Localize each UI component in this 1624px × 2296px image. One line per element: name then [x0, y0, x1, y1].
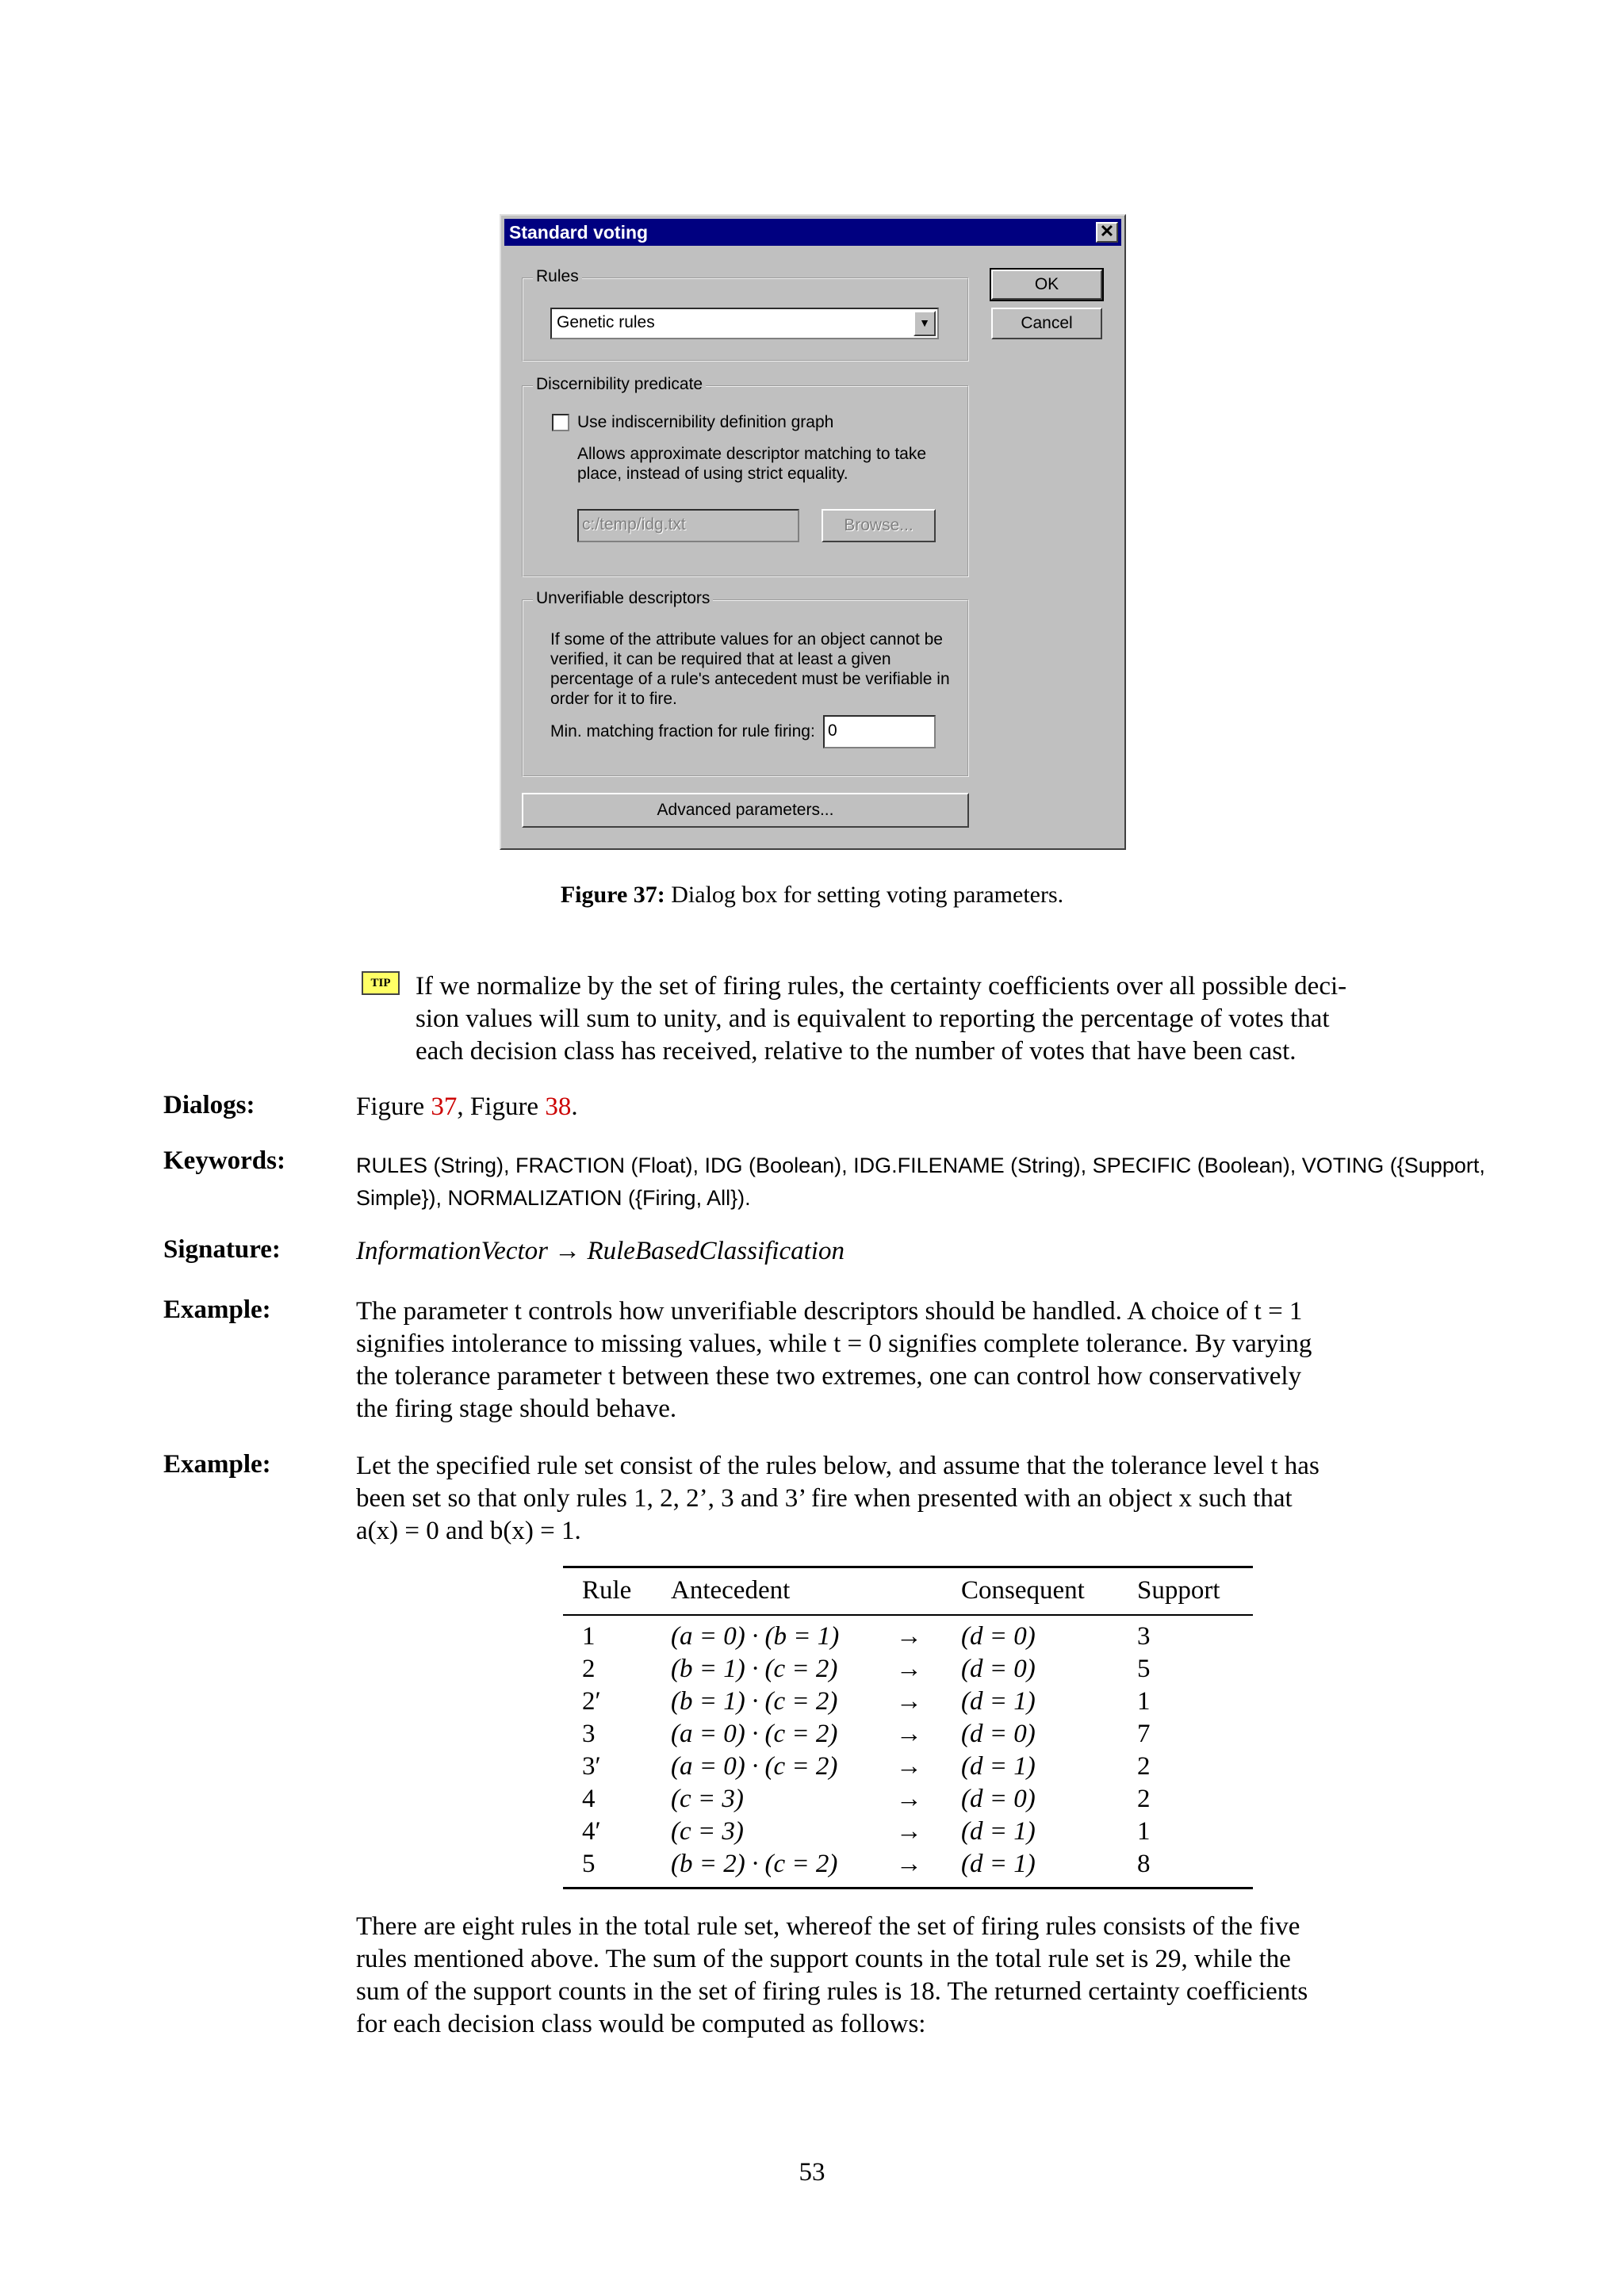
table-row	[563, 1622, 1253, 1655]
cell-consequent: (d = 0)	[961, 1622, 1036, 1651]
cell-consequent: (d = 1)	[961, 1850, 1036, 1878]
cell-antecedent: (c = 3)	[671, 1785, 744, 1813]
idg-checkbox[interactable]	[552, 414, 569, 431]
closing-line: There are eight rules in the total rule set, whereof the set of firing rules consists of the five	[356, 1912, 1300, 1941]
cell-consequent: (d = 1)	[961, 1752, 1036, 1781]
table-row	[563, 1785, 1253, 1817]
example-1-line: the tolerance parameter t between these two extremes, one can control how conservatively	[356, 1362, 1302, 1391]
cell-support: 8	[1137, 1850, 1151, 1878]
dialogs-text: , Figure	[457, 1093, 546, 1121]
dialog-title: Standard voting	[509, 222, 649, 243]
cell-antecedent: (a = 0) · (b = 1)	[671, 1622, 840, 1651]
example-2-line: been set so that only rules 1, 2, 2’, 3 and 3’ fire when presented with an object x such that	[356, 1484, 1293, 1513]
unverifiable-group-label: Unverifiable descriptors	[533, 589, 713, 608]
keywords-line: Simple}), NORMALIZATION ({Firing, All}).	[356, 1186, 751, 1210]
closing-paragraph	[356, 1911, 1464, 2041]
rules-group-label: Rules	[533, 267, 582, 286]
example-1-line: signifies intolerance to missing values, while t = 0 signifies complete tolerance. By varying	[356, 1330, 1312, 1358]
cell-rule: 3′	[582, 1752, 601, 1781]
cell-arrow: →	[896, 1622, 922, 1651]
cell-rule: 5	[582, 1850, 596, 1878]
cell-arrow: →	[896, 1817, 922, 1846]
cell-consequent: (d = 1)	[961, 1817, 1036, 1846]
standard-voting-dialog	[500, 214, 1126, 850]
cell-arrow: →	[896, 1752, 922, 1781]
rule-table	[563, 1566, 1253, 1889]
browse-button[interactable]: Browse...	[822, 509, 936, 542]
discernibility-group	[522, 375, 969, 577]
header-consequent: Consequent	[961, 1576, 1085, 1605]
example-1-line: The parameter t controls how unverifiable descriptors should be handled. A choice of t = 1	[356, 1297, 1303, 1326]
tip-line: If we normalize by the set of firing rules, the certainty coefficients over all possible deci-	[416, 972, 1347, 1001]
cell-arrow: →	[896, 1785, 922, 1813]
cell-arrow: →	[896, 1655, 922, 1683]
discernibility-group-label: Discernibility predicate	[533, 375, 706, 394]
keywords-list	[356, 1150, 1485, 1215]
idg-checkbox-label: Use indiscernibility definition graph	[577, 413, 834, 431]
cell-rule: 4′	[582, 1817, 601, 1846]
cell-antecedent: (b = 2) · (c = 2)	[671, 1850, 838, 1878]
chevron-down-icon[interactable]: ▼	[914, 311, 936, 336]
table-row	[563, 1817, 1253, 1850]
cell-antecedent: (a = 0) · (c = 2)	[671, 1720, 838, 1748]
cell-rule: 3	[582, 1720, 596, 1748]
cell-support: 2	[1137, 1785, 1151, 1813]
page-number: 53	[799, 2158, 825, 2187]
example-2-paragraph	[356, 1450, 1464, 1548]
figure-caption-text: Dialog box for setting voting parameters.	[665, 882, 1064, 908]
table-row	[563, 1752, 1253, 1785]
close-icon[interactable]: ✕	[1096, 222, 1118, 243]
dialogs-label: Dialogs:	[163, 1091, 255, 1119]
cell-support: 1	[1137, 1817, 1151, 1846]
header-rule: Rule	[582, 1576, 632, 1605]
figure-caption	[0, 882, 1624, 909]
example-1-label: Example:	[163, 1295, 271, 1324]
dialog-title-bar[interactable]	[504, 219, 1121, 246]
min-matching-input[interactable]: 0	[823, 715, 936, 748]
cell-support: 7	[1137, 1720, 1151, 1748]
cell-arrow: →	[896, 1687, 922, 1716]
cell-support: 3	[1137, 1622, 1151, 1651]
unverifiable-description-1: If some of the attribute values for an object cannot be	[550, 630, 943, 649]
example-2-line: Let the specified rule set consist of the rules below, and assume that the tolerance level t has	[356, 1452, 1320, 1480]
rules-select[interactable]	[550, 308, 939, 339]
closing-line: for each decision class would be computed as follows:	[356, 2010, 926, 2038]
cell-consequent: (d = 0)	[961, 1785, 1036, 1813]
figure-caption-label: Figure 37:	[560, 882, 665, 908]
cell-rule: 4	[582, 1785, 596, 1813]
cell-consequent: (d = 0)	[961, 1720, 1036, 1748]
tip-line: each decision class has received, relative to the number of votes that have been cast.	[416, 1037, 1297, 1066]
cell-support: 2	[1137, 1752, 1151, 1781]
dialogs-references	[356, 1091, 578, 1123]
table-row	[563, 1720, 1253, 1752]
unverifiable-description-2: verified, it can be required that at least a given	[550, 650, 891, 668]
header-antecedent: Antecedent	[671, 1576, 791, 1605]
cell-rule: 1	[582, 1622, 596, 1651]
cell-rule: 2	[582, 1655, 596, 1683]
cell-support: 1	[1137, 1687, 1151, 1716]
discernibility-description-2: place, instead of using strict equality.	[577, 465, 848, 483]
tip-badge: TIP	[362, 971, 400, 995]
tip-line: sion values will sum to unity, and is equivalent to reporting the percentage of votes that	[416, 1004, 1330, 1033]
idg-file-field[interactable]: c:/temp/idg.txt	[577, 509, 799, 542]
dialogs-text: Figure	[356, 1093, 431, 1121]
cell-arrow: →	[896, 1850, 922, 1878]
rules-group	[522, 267, 969, 362]
unverifiable-description-4: order for it to fire.	[550, 690, 677, 708]
keywords-line: RULES (String), FRACTION (Float), IDG (Boolean), IDG.FILENAME (String), SPECIFIC (Boolean), VOTING ({Support,	[356, 1154, 1485, 1177]
cell-antecedent: (b = 1) · (c = 2)	[671, 1687, 838, 1716]
discernibility-description-1: Allows approximate descriptor matching to take	[577, 445, 927, 463]
cell-rule: 2′	[582, 1687, 601, 1716]
unverifiable-description-3: percentage of a rule's antecedent must be verifiable in	[550, 670, 950, 688]
closing-line: rules mentioned above. The sum of the support counts in the total rule set is 29, while the	[356, 1945, 1291, 1973]
table-header	[563, 1568, 1253, 1616]
advanced-parameters-button[interactable]: Advanced parameters...	[522, 793, 969, 828]
table-row	[563, 1655, 1253, 1687]
closing-line: sum of the support counts in the set of firing rules is 18. The returned certainty coefficients	[356, 1977, 1308, 2006]
rules-select-value: Genetic rules	[557, 313, 655, 331]
signature-text: InformationVector → RuleBasedClassification	[356, 1237, 845, 1265]
figure-37-link[interactable]: 37	[431, 1093, 458, 1121]
cell-support: 5	[1137, 1655, 1151, 1683]
dialogs-text: .	[571, 1093, 578, 1121]
header-support: Support	[1137, 1576, 1220, 1605]
figure-38-link[interactable]: 38	[545, 1093, 572, 1121]
cell-consequent: (d = 0)	[961, 1655, 1036, 1683]
unverifiable-descriptors-group	[522, 589, 969, 777]
signature-label: Signature:	[163, 1235, 281, 1264]
tip-paragraph	[416, 970, 1464, 1068]
min-matching-label: Min. matching fraction for rule firing:	[550, 722, 815, 740]
example-2-label: Example:	[163, 1450, 271, 1479]
cell-antecedent: (c = 3)	[671, 1817, 744, 1846]
table-body	[563, 1616, 1253, 1887]
ok-button[interactable]: OK	[991, 270, 1102, 300]
cell-consequent: (d = 1)	[961, 1687, 1036, 1716]
example-2-line: a(x) = 0 and b(x) = 1.	[356, 1517, 581, 1545]
cell-antecedent: (b = 1) · (c = 2)	[671, 1655, 838, 1683]
cell-antecedent: (a = 0) · (c = 2)	[671, 1752, 838, 1781]
table-row	[563, 1687, 1253, 1720]
example-1-line: the firing stage should behave.	[356, 1395, 677, 1423]
cancel-button[interactable]: Cancel	[991, 308, 1102, 339]
cell-arrow: →	[896, 1720, 922, 1748]
example-1-paragraph	[356, 1295, 1464, 1425]
table-row	[563, 1850, 1253, 1882]
keywords-label: Keywords:	[163, 1146, 285, 1175]
